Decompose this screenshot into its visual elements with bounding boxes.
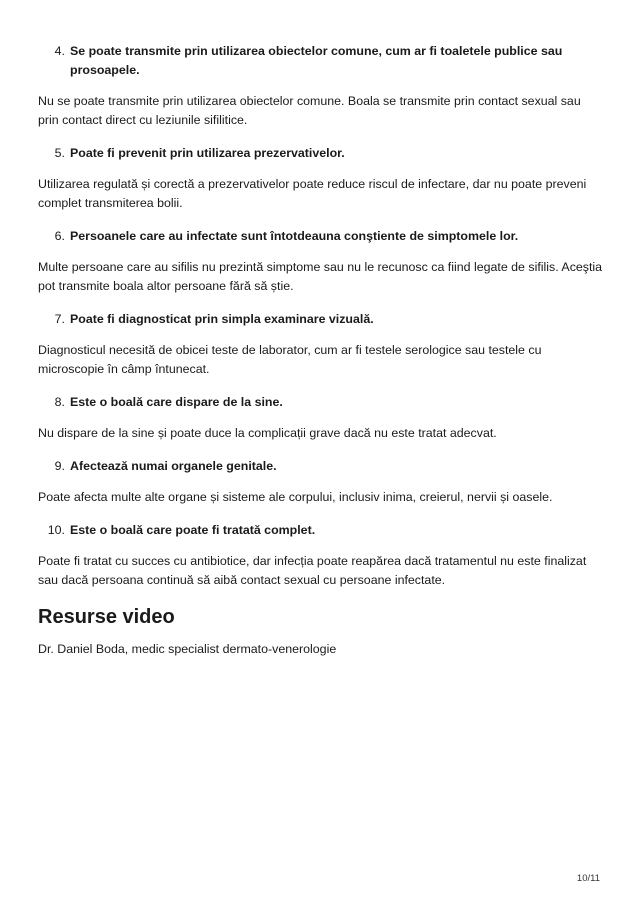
item-number: 5. bbox=[54, 146, 65, 160]
faq-item-6 bbox=[38, 227, 604, 246]
item-number: 10. bbox=[47, 523, 65, 537]
item-number: 8. bbox=[54, 395, 65, 409]
item-answer: Poate afecta multe alte organe și sisteme ale corpului, inclusiv inima, creierul, nervii și oasele. bbox=[38, 490, 553, 504]
item-answer: Diagnosticul necesită de obicei teste de laborator, cum ar fi testele serologice sau testele cu microscopie în câmp întunecat. bbox=[38, 343, 542, 376]
section-title: Resurse video bbox=[38, 606, 175, 628]
item-question: Poate fi diagnosticat prin simpla examinare vizuală. bbox=[70, 312, 374, 326]
faq-item-7 bbox=[38, 310, 604, 329]
item-question: Este o boală care dispare de la sine. bbox=[70, 395, 283, 409]
item-number: 6. bbox=[54, 229, 65, 243]
faq-item-9 bbox=[38, 457, 604, 476]
page-content bbox=[38, 42, 604, 659]
item-answer: Poate fi tratat cu succes cu antibiotice, dar infecția poate reapărea dacă tratamentul nu este finalizat sau dacă persoana continuă să aibă contact sexual cu persoane infectate. bbox=[38, 554, 587, 587]
faq-item-4 bbox=[38, 42, 604, 80]
faq-item-8 bbox=[38, 393, 604, 412]
item-question: Persoanele care au infectate sunt întotdeauna conştiente de simptomele lor. bbox=[70, 229, 519, 243]
page-number: 10/11 bbox=[576, 873, 600, 884]
section-intro: Dr. Daniel Boda, medic specialist dermato-venerologie bbox=[38, 642, 337, 656]
item-number: 9. bbox=[54, 459, 65, 473]
faq-item-10 bbox=[38, 521, 604, 540]
item-answer: Nu dispare de la sine și poate duce la complicații grave dacă nu este tratat adecvat. bbox=[38, 426, 497, 440]
item-answer: Utilizarea regulată și corectă a prezervativelor poate reduce riscul de infectare, dar nu poate preveni complet transmiterea bolii. bbox=[38, 177, 587, 210]
faq-item-5 bbox=[38, 144, 604, 163]
item-question: Afectează numai organele genitale. bbox=[70, 459, 277, 473]
item-number: 7. bbox=[54, 312, 65, 326]
item-question: Se poate transmite prin utilizarea obiectelor comune, cum ar fi toaletele publice sau prosoapele. bbox=[70, 44, 563, 77]
item-question: Este o boală care poate fi tratată complet. bbox=[70, 523, 316, 537]
item-answer: Multe persoane care au sifilis nu prezintă simptome sau nu le recunosc ca fiind legate de sifilis. Aceştia pot transmite boala altor persoane fără să știe. bbox=[38, 260, 603, 293]
item-question: Poate fi prevenit prin utilizarea prezervativelor. bbox=[70, 146, 345, 160]
item-number: 4. bbox=[54, 44, 65, 58]
item-answer: Nu se poate transmite prin utilizarea obiectelor comune. Boala se transmite prin contact sexual sau prin contact direct cu leziunile sifilitice. bbox=[38, 94, 581, 127]
